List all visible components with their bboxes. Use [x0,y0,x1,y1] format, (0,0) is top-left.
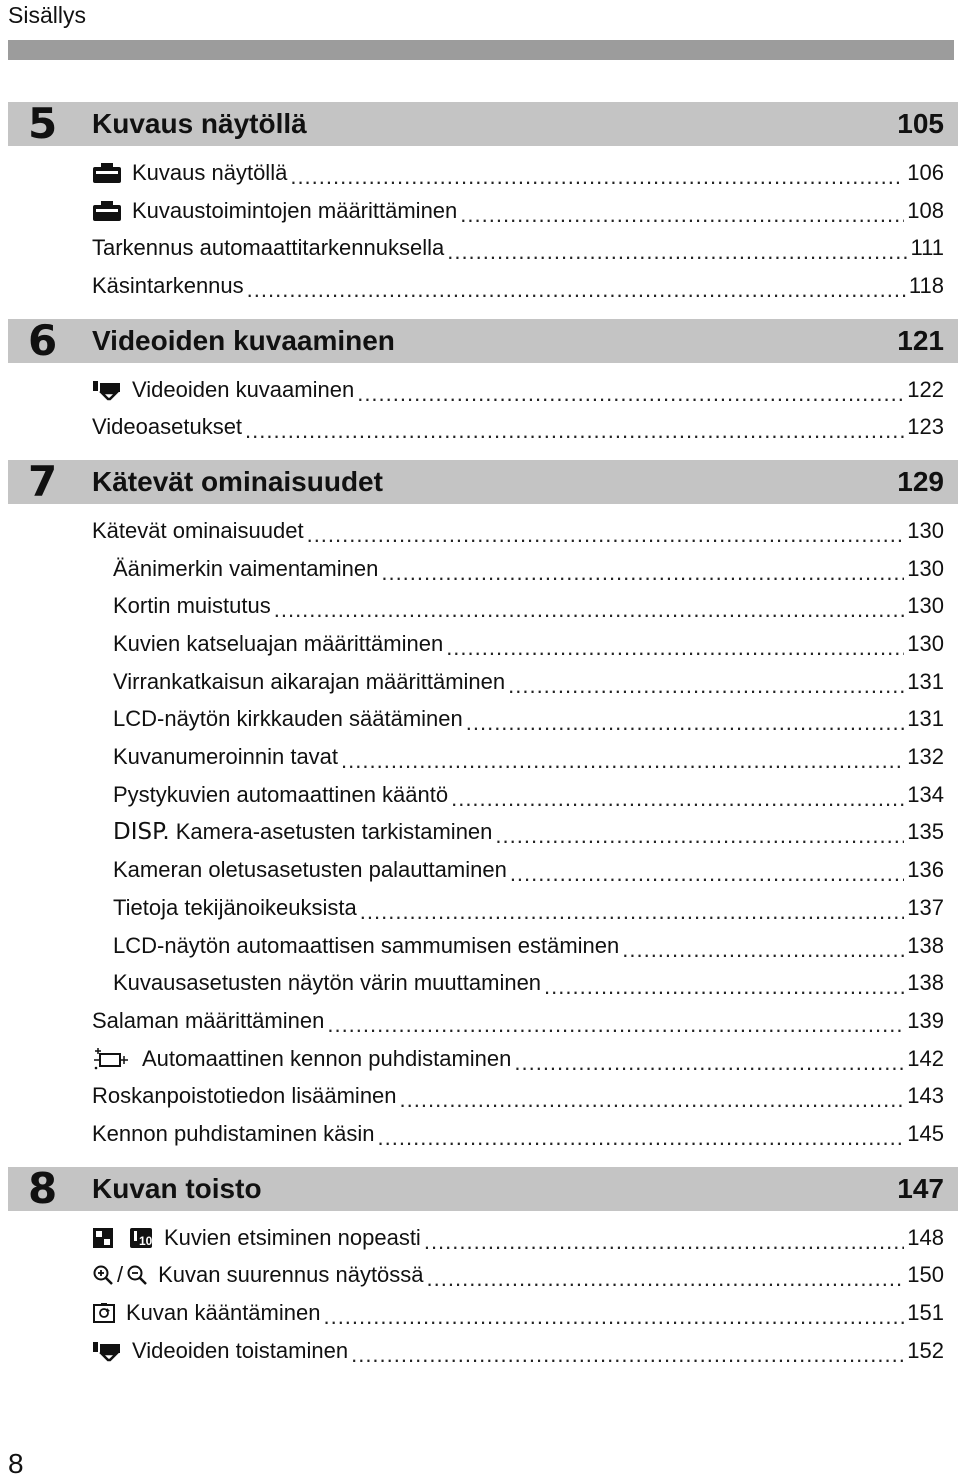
dot-leader [514,1050,904,1076]
dot-leader [274,597,905,623]
chapter-title: Kuvan toisto [92,1172,262,1204]
toc-entry[interactable] [92,154,944,192]
toc-entry[interactable] [113,588,944,626]
toc-entry-label: Videoiden toistaminen [132,1337,349,1363]
toc-entry-page: 118 [908,272,944,298]
toc-entry[interactable] [113,701,944,739]
dot-leader [357,381,904,407]
toc-entry-page: 131 [907,706,944,732]
chapter-title: Videoiden kuvaaminen [92,324,395,356]
toc-entry-label: LCD-näytön kirkkauden säätäminen [113,706,463,732]
toc-entry[interactable] [113,889,944,927]
toc-entry-page: 143 [907,1083,944,1109]
chapter-page: 129 [897,466,944,498]
dot-leader [341,748,904,774]
toc-entry-page: 108 [907,197,944,223]
toc-entry-label: Kuvan suurennus näytössä [158,1262,424,1288]
toc-entry[interactable] [92,1040,944,1078]
toc-entry-label: Kuvien etsiminen nopeasti [164,1224,421,1250]
toc-entry-label: Äänimerkin vaimentaminen [113,555,379,581]
chapter-number: 8 [28,1163,58,1213]
dot-leader [622,937,904,963]
toc-entry-page: 152 [907,1337,944,1363]
toc-entry[interactable] [113,625,944,663]
dot-leader [544,974,904,1000]
dot-leader [351,1342,904,1368]
toc-entry-page: 130 [907,631,944,657]
dot-leader [307,522,905,548]
toc-entry[interactable] [113,851,944,889]
toc-entry-label: Kuvan kääntäminen [126,1300,321,1326]
toc-entry[interactable] [113,738,944,776]
dot-leader [460,202,904,228]
toc-entry-label: Virrankatkaisun aikarajan määrittäminen [113,668,506,694]
toc-entry-label: Käsintarkennus [92,272,244,298]
dot-leader [245,418,904,444]
chapter-header-6 [8,315,958,365]
chapter-header-5 [8,99,958,148]
magnify-minus-icon [126,1264,148,1286]
dot-leader [327,1012,904,1038]
magnify-icon-group [92,1263,148,1287]
chapter-page: 121 [897,324,944,356]
toc-entry-page: 134 [907,781,944,807]
toc-entry-label: Kuvien katseluajan määrittäminen [113,631,444,657]
dot-leader [495,823,904,849]
header-rule [8,40,954,60]
dot-leader [508,673,904,699]
toc-entry-page: 136 [907,857,944,883]
toc-entry-page: 142 [907,1045,944,1071]
chapter-number: 6 [28,315,58,365]
toc-entry-label: Videoasetukset [92,414,243,440]
chapter-number: 7 [28,457,58,507]
dot-leader [451,786,904,812]
toc-entry-page: 123 [907,414,944,440]
toc-entry[interactable] [92,1219,944,1257]
page-number: 8 [8,1448,24,1479]
toc-entry[interactable] [113,964,944,1002]
dot-leader [400,1087,905,1113]
chapter-title: Kätevät ominaisuudet [92,466,383,498]
chapter-page: 105 [897,108,944,139]
svg-text:10: 10 [139,1233,153,1248]
sensor-clean-icon [92,1047,132,1071]
toc-entry[interactable] [92,408,944,446]
slash-separator: / [117,1262,124,1288]
dot-leader [323,1304,904,1330]
chapter-header-8 [8,1163,958,1213]
toc-entry[interactable] [92,1294,944,1332]
toc-entry-page: 131 [907,668,944,694]
toc-entry[interactable] [92,371,944,409]
movie-icon [92,378,122,402]
toc-entry[interactable] [92,1002,944,1040]
toc-entry-page: 135 [907,819,944,845]
toc-entry-label: Kameran oletusasetusten palauttaminen [113,857,507,883]
dot-leader [290,164,904,190]
toc-entry-page: 138 [907,970,944,996]
dot-leader [427,1266,905,1292]
toc-entry-label: Kuvanumeroinnin tavat [113,744,339,770]
dot-leader [381,560,904,586]
toc-entry-page: 151 [907,1300,944,1326]
toc-entry-label: Tietoja tekijänoikeuksista [113,894,357,920]
toc-entry-page: 148 [907,1224,944,1250]
toc-entry-label: LCD-näytön automaattisen sammumisen estäminen [113,932,620,958]
toc-entry-label: Salaman määrittäminen [92,1007,325,1033]
index-jump-icon [92,1226,154,1250]
toc-entry[interactable] [113,927,944,965]
toc-entry-page: 130 [907,517,944,543]
toc-entry-page: 145 [907,1120,944,1146]
dot-leader [247,277,906,303]
toc-entry-page: 111 [910,235,944,261]
toc-entry[interactable] [113,814,944,852]
toc-entry-label: Roskanpoistotiedon lisääminen [92,1083,397,1109]
toc-entry-label: Kuvausasetusten näytön värin muuttaminen [113,970,542,996]
dot-leader [466,710,905,736]
toc-entry-page: 139 [907,1007,944,1033]
toc-entry-page: 130 [907,593,944,619]
chapter-header-7 [8,457,958,507]
chapter-number: 5 [28,99,58,148]
rotate-icon [92,1301,116,1325]
live-view-camera-icon [92,199,122,223]
live-view-camera-icon [92,161,122,185]
toc-entry-label: Kätevät ominaisuudet [92,517,304,543]
toc-entry-page: 122 [907,376,944,402]
toc-entry-label: Kuvaustoimintojen määrittäminen [132,197,458,223]
toc-entry-page: 106 [907,159,944,185]
toc-entry-page: 132 [907,744,944,770]
toc-entry[interactable] [113,776,944,814]
toc-entry-label: Kamera-asetusten tarkistaminen [175,819,493,845]
dot-leader [510,861,904,887]
section-header-label: Sisällys [8,2,86,28]
toc-entry[interactable] [92,192,944,230]
toc-entry-label: Automaattinen kennon puhdistaminen [142,1045,512,1071]
toc-entry-page: 130 [907,555,944,581]
toc-entry[interactable] [113,550,944,588]
toc-entry[interactable] [92,1257,944,1295]
toc-entry-label: Pystykuvien automaattinen kääntö [113,781,449,807]
toc-entry[interactable] [92,1332,944,1370]
toc-entry[interactable] [92,1115,944,1153]
disp-icon: DISP. [113,819,170,846]
movie-icon [92,1339,122,1363]
chapter-title: Kuvaus näytöllä [92,108,307,139]
toc-entry-page: 137 [907,894,944,920]
toc-entry-label: Videoiden kuvaaminen [132,376,355,402]
toc-entry-label: Kortin muistutus [113,593,271,619]
dot-leader [378,1125,905,1151]
toc-entry[interactable] [92,267,944,305]
dot-leader [447,239,907,265]
chapter-page: 147 [897,1172,944,1204]
toc-entry[interactable] [92,512,944,550]
toc-entry[interactable] [113,663,944,701]
dot-leader [446,635,904,661]
toc-entry[interactable] [92,1077,944,1115]
toc-entry[interactable] [92,229,944,267]
toc-entry-page: 150 [907,1262,944,1288]
toc-entry-label: Kuvaus näytöllä [132,159,288,185]
toc-entry-label: Tarkennus automaattitarkennuksella [92,235,445,261]
toc-entry-page: 138 [907,932,944,958]
dot-leader [360,899,905,925]
magnify-plus-icon [92,1264,114,1286]
dot-leader [424,1229,904,1255]
table-of-contents [0,99,960,1370]
toc-entry-label: Kennon puhdistaminen käsin [92,1120,375,1146]
